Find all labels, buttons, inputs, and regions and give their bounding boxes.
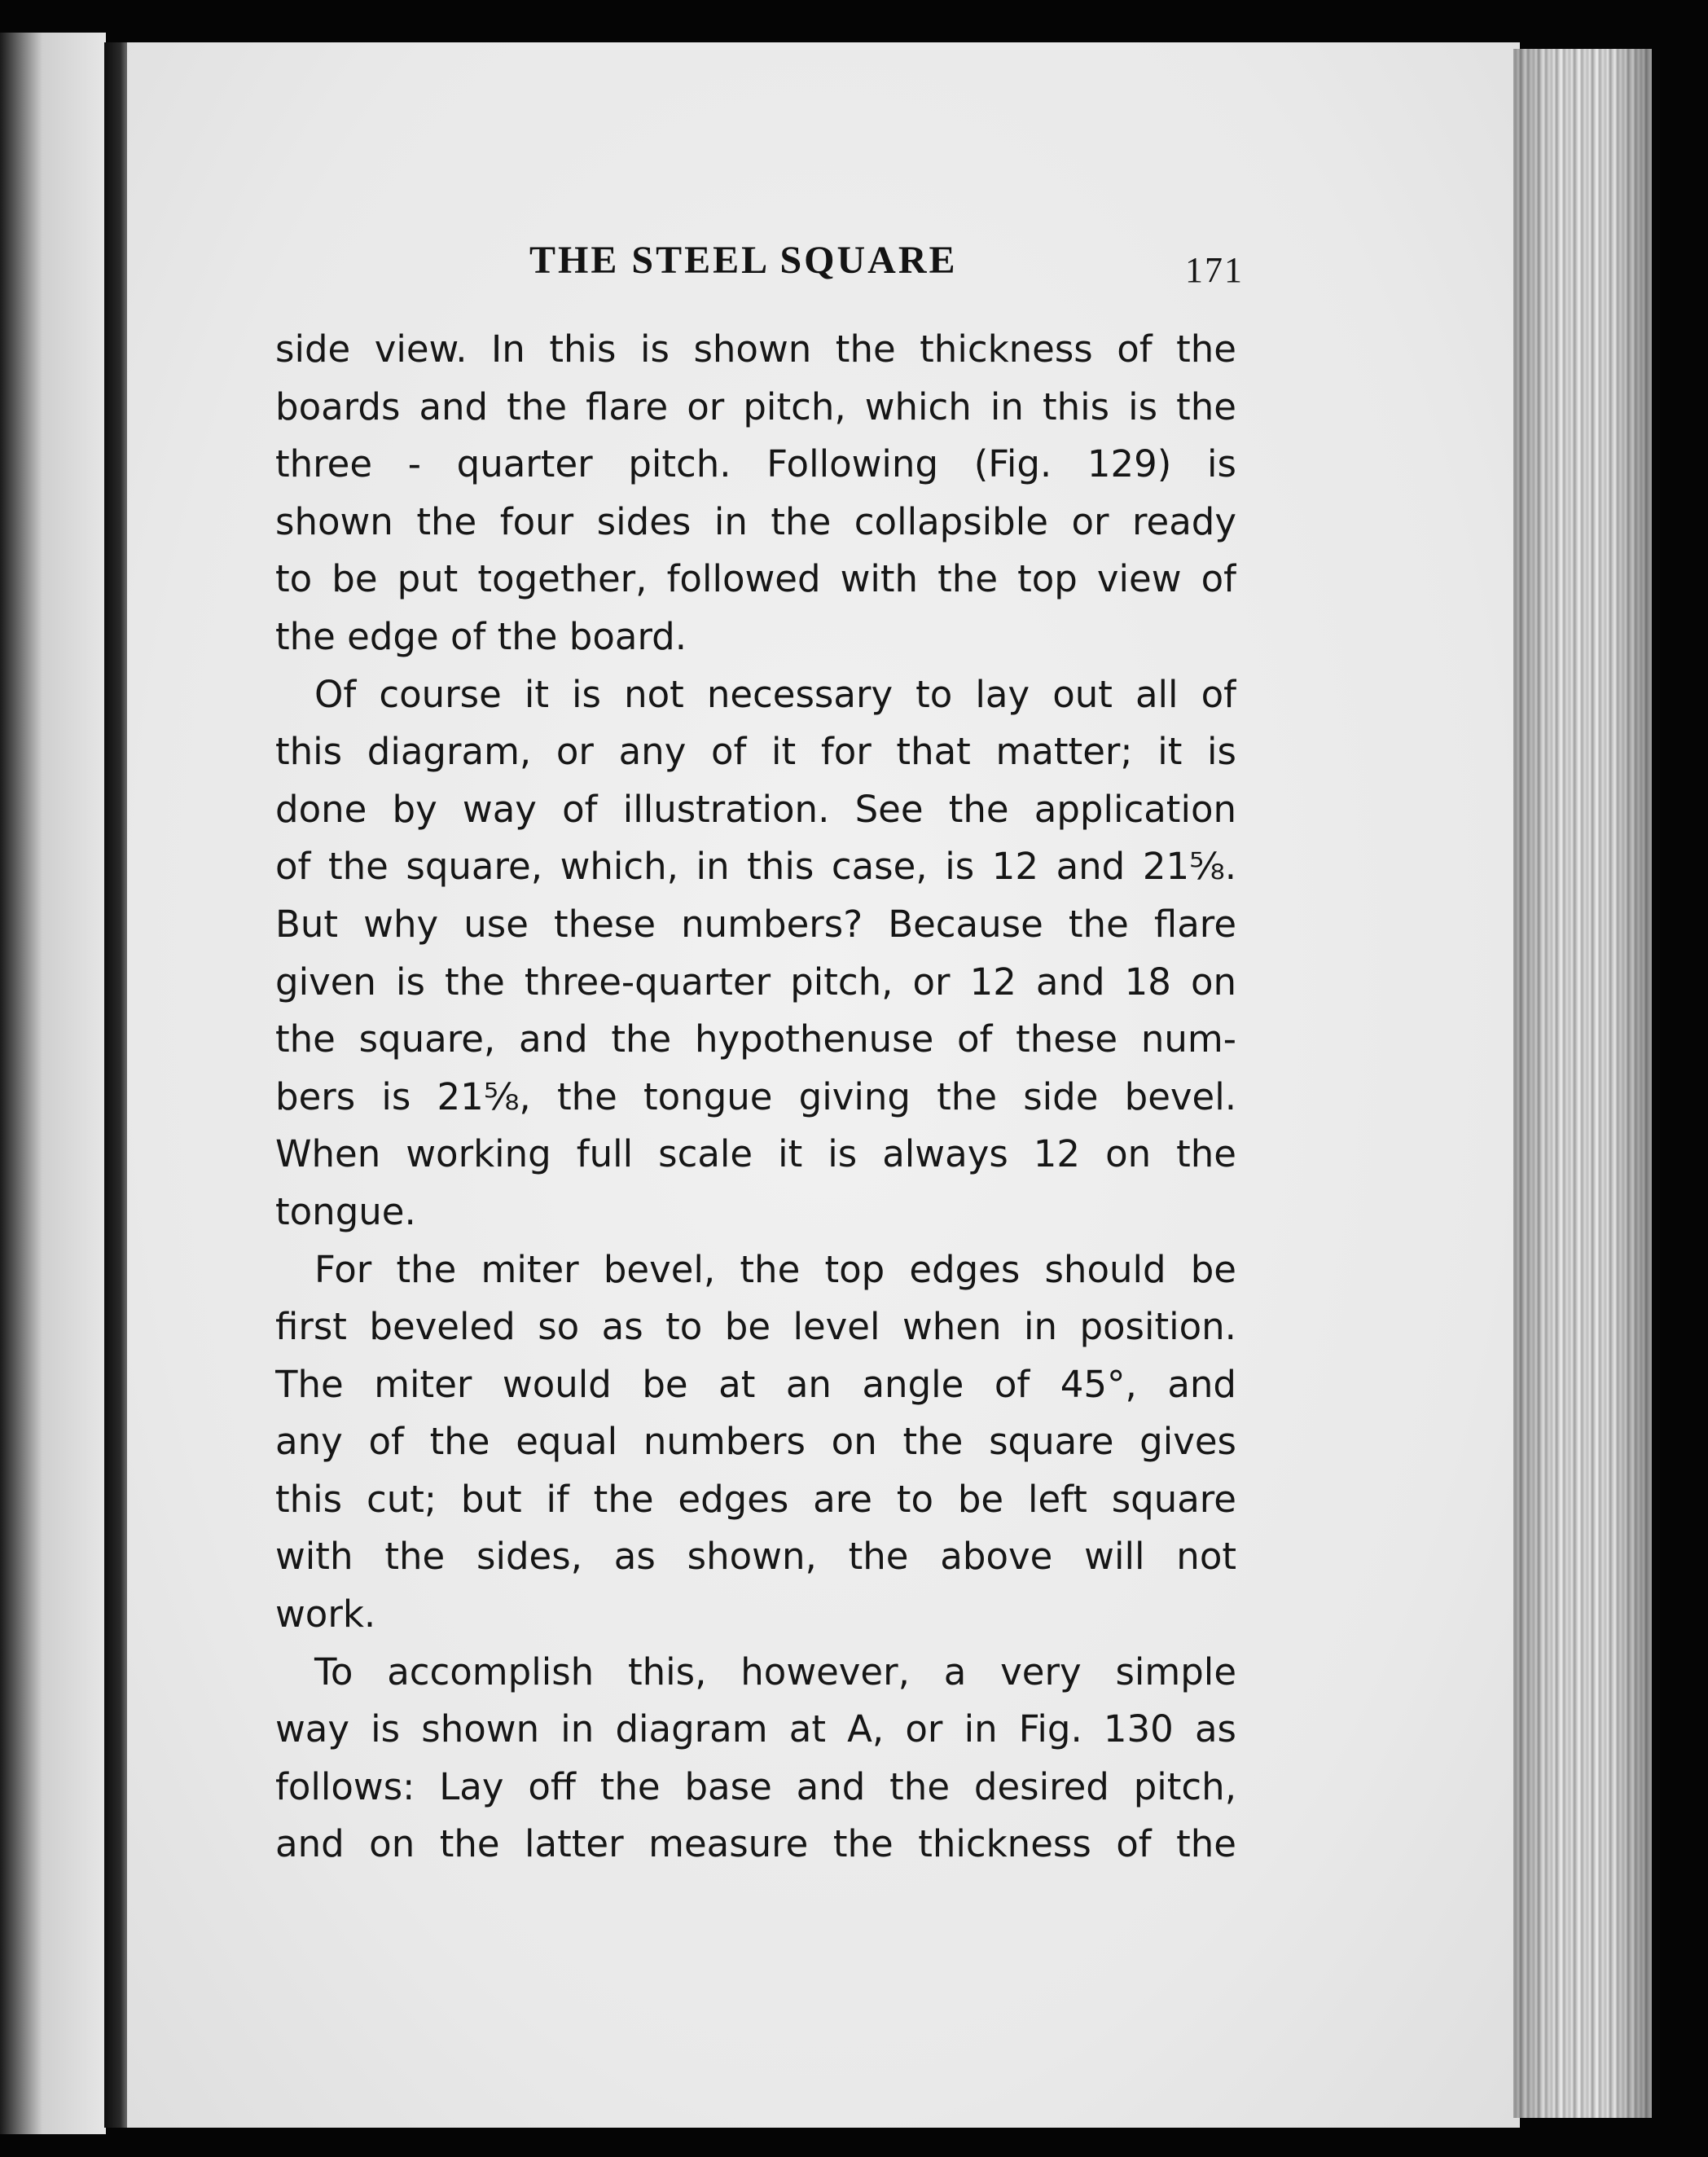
text-line: tongue.	[275, 1189, 416, 1233]
text-line: with the sides, as shown, the above will not	[275, 1535, 1236, 1579]
text-line: the edge of the board.	[275, 614, 687, 658]
body-text	[275, 321, 1236, 1874]
text-line: The miter would be at an angle of 45°, and	[275, 1362, 1236, 1406]
text-line: work.	[275, 1592, 376, 1636]
running-head: THE STEEL SQUARE	[529, 239, 958, 282]
page-edges-shadow	[1513, 49, 1652, 2118]
page-number: 171	[1185, 250, 1244, 290]
text-line: this cut; but if the edges are to be left square	[275, 1477, 1236, 1521]
facing-page-edge	[0, 33, 106, 2134]
text-line: Of course it is not necessary to lay out all of	[314, 672, 1236, 716]
text-line: To accomplish this, however, a very simple	[314, 1650, 1236, 1694]
text-line: done by way of illustration. See the application	[275, 787, 1236, 831]
text-line: But why use these numbers? Because the flare	[275, 902, 1236, 946]
text-line: shown the four sides in the collapsible or ready	[275, 499, 1236, 543]
text-line: the square, and the hypothenuse of these num-	[275, 1017, 1236, 1061]
text-line: to be put together, followed with the top view of	[275, 557, 1236, 601]
text-line: first beveled so as to be level when in position.	[275, 1305, 1236, 1349]
text-line: side view. In this is shown the thickness of the	[275, 327, 1236, 371]
book-gutter	[104, 42, 127, 2128]
text-line: and on the latter measure the thickness of the	[275, 1822, 1236, 1866]
text-line: given is the three-quarter pitch, or 12 and 18 on	[275, 960, 1236, 1004]
text-line: of the square, which, in this case, is 12 and 21⅝.	[275, 845, 1236, 889]
text-line: When working full scale it is always 12 on the	[275, 1132, 1236, 1176]
text-line: any of the equal numbers on the square gives	[275, 1420, 1236, 1464]
text-line: boards and the flare or pitch, which in this is the	[275, 384, 1236, 428]
text-line: three - quarter pitch. Following (Fig. 129) is	[275, 442, 1236, 486]
text-line: For the miter bevel, the top edges should be	[314, 1247, 1236, 1291]
text-line: way is shown in diagram at A, or in Fig. 130 as	[275, 1707, 1236, 1751]
text-line: follows: Lay off the base and the desired pitch,	[275, 1764, 1236, 1808]
text-line: this diagram, or any of it for that matter; it is	[275, 730, 1236, 774]
text-line: bers is 21⅝, the tongue giving the side bevel.	[275, 1074, 1236, 1118]
